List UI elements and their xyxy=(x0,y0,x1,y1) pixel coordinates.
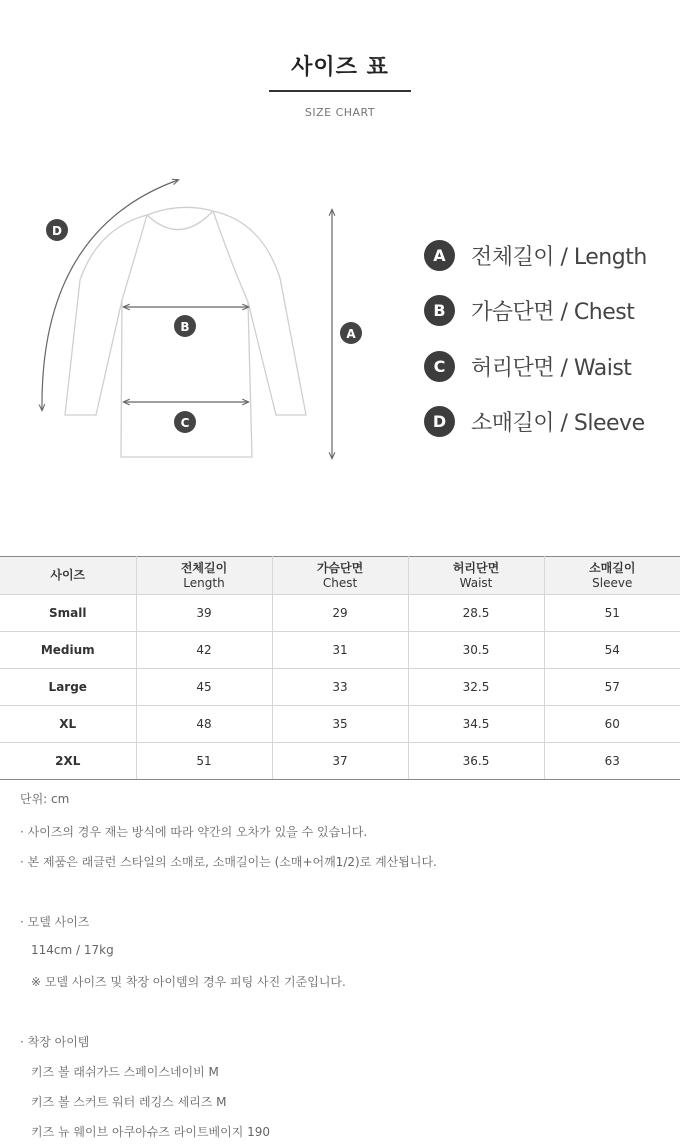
legend-item-sleeve xyxy=(424,407,647,437)
column-header-chest: 가슴단면 Chest xyxy=(272,557,408,595)
sleeve-cell: 60 xyxy=(544,706,680,743)
legend-label: 허리단면 / Waist xyxy=(471,355,632,381)
legend-badge: B xyxy=(424,295,455,326)
marker-d xyxy=(46,219,68,241)
column-header-waist: 허리단면 Waist xyxy=(408,557,544,595)
garment-diagram xyxy=(30,170,380,470)
worn-items-heading: · 착장 아이템 xyxy=(20,1035,90,1049)
length-cell: 45 xyxy=(136,669,272,706)
column-header-size: 사이즈 xyxy=(0,557,136,595)
length-cell: 39 xyxy=(136,595,272,632)
raglan-note: · 본 제품은 래글런 스타일의 소매로, 소매길이는 (소매+어깨1/2)로 계산됩니다. xyxy=(20,855,437,869)
sleeve-cell: 57 xyxy=(544,669,680,706)
table-row xyxy=(0,669,680,706)
column-header-length: 전체길이 Length xyxy=(136,557,272,595)
chest-cell: 37 xyxy=(272,743,408,780)
chest-cell: 31 xyxy=(272,632,408,669)
table-row xyxy=(0,632,680,669)
marker-b xyxy=(174,315,196,337)
size-table xyxy=(0,556,680,780)
worn-item: 키즈 볼 래쉬가드 스페이스네이비 M xyxy=(31,1065,219,1079)
legend-item-length xyxy=(424,240,647,270)
marker-c xyxy=(174,411,196,433)
waist-cell: 30.5 xyxy=(408,632,544,669)
model-size-value: 114cm / 17kg xyxy=(31,943,114,957)
waist-cell: 28.5 xyxy=(408,595,544,632)
legend-badge: C xyxy=(424,351,455,382)
sleeve-cell: 51 xyxy=(544,595,680,632)
legend-item-waist xyxy=(424,351,647,381)
model-size-heading: · 모델 사이즈 xyxy=(20,915,90,929)
size-cell: Large xyxy=(0,669,136,706)
table-header-row xyxy=(0,557,680,595)
table-row xyxy=(0,595,680,632)
table-row xyxy=(0,743,680,780)
svg-text:C: C xyxy=(180,416,190,430)
legend-badge: D xyxy=(424,406,455,437)
legend-label: 소매길이 / Sleeve xyxy=(471,411,645,436)
svg-text:B: B xyxy=(180,320,190,334)
length-cell: 51 xyxy=(136,743,272,780)
worn-item: 키즈 뉴 웨이브 아쿠아슈즈 라이트베이지 190 xyxy=(31,1125,271,1139)
table-row xyxy=(0,706,680,743)
legend-item-chest xyxy=(424,296,647,326)
chest-cell: 33 xyxy=(272,669,408,706)
size-cell: Medium xyxy=(0,632,136,669)
column-header-sleeve: 소매길이 Sleeve xyxy=(544,557,680,595)
measurement-note: · 사이즈의 경우 재는 방식에 따라 약간의 오차가 있을 수 있습니다. xyxy=(20,825,368,839)
chest-cell: 29 xyxy=(272,595,408,632)
legend-badge: A xyxy=(424,240,455,271)
size-cell: 2XL xyxy=(0,743,136,780)
chest-cell: 35 xyxy=(272,706,408,743)
legend-label: 가슴단면 / Chest xyxy=(471,300,635,325)
marker-a xyxy=(340,322,362,344)
waist-cell: 32.5 xyxy=(408,669,544,706)
page-title: 사이즈 표 xyxy=(291,55,389,80)
length-cell: 42 xyxy=(136,632,272,669)
svg-text:D: D xyxy=(52,224,62,238)
length-cell: 48 xyxy=(136,706,272,743)
legend-label: 전체길이 / Length xyxy=(471,244,647,270)
sleeve-cell: 63 xyxy=(544,743,680,780)
model-size-note: ※ 모델 사이즈 및 착장 아이템의 경우 피팅 사진 기준입니다. xyxy=(31,975,346,989)
waist-cell: 34.5 xyxy=(408,706,544,743)
size-cell: Small xyxy=(0,595,136,632)
title-divider xyxy=(269,90,411,92)
size-cell: XL xyxy=(0,706,136,743)
sleeve-measure-arc xyxy=(42,180,178,410)
measurement-legend xyxy=(424,240,647,462)
worn-item: 키즈 볼 스커트 워터 레깅스 세리즈 M xyxy=(31,1095,227,1109)
sleeve-cell: 54 xyxy=(544,632,680,669)
unit-note: 단위: cm xyxy=(20,792,70,806)
page-subtitle: SIZE CHART xyxy=(304,106,376,119)
waist-cell: 36.5 xyxy=(408,743,544,780)
svg-text:A: A xyxy=(346,327,356,341)
